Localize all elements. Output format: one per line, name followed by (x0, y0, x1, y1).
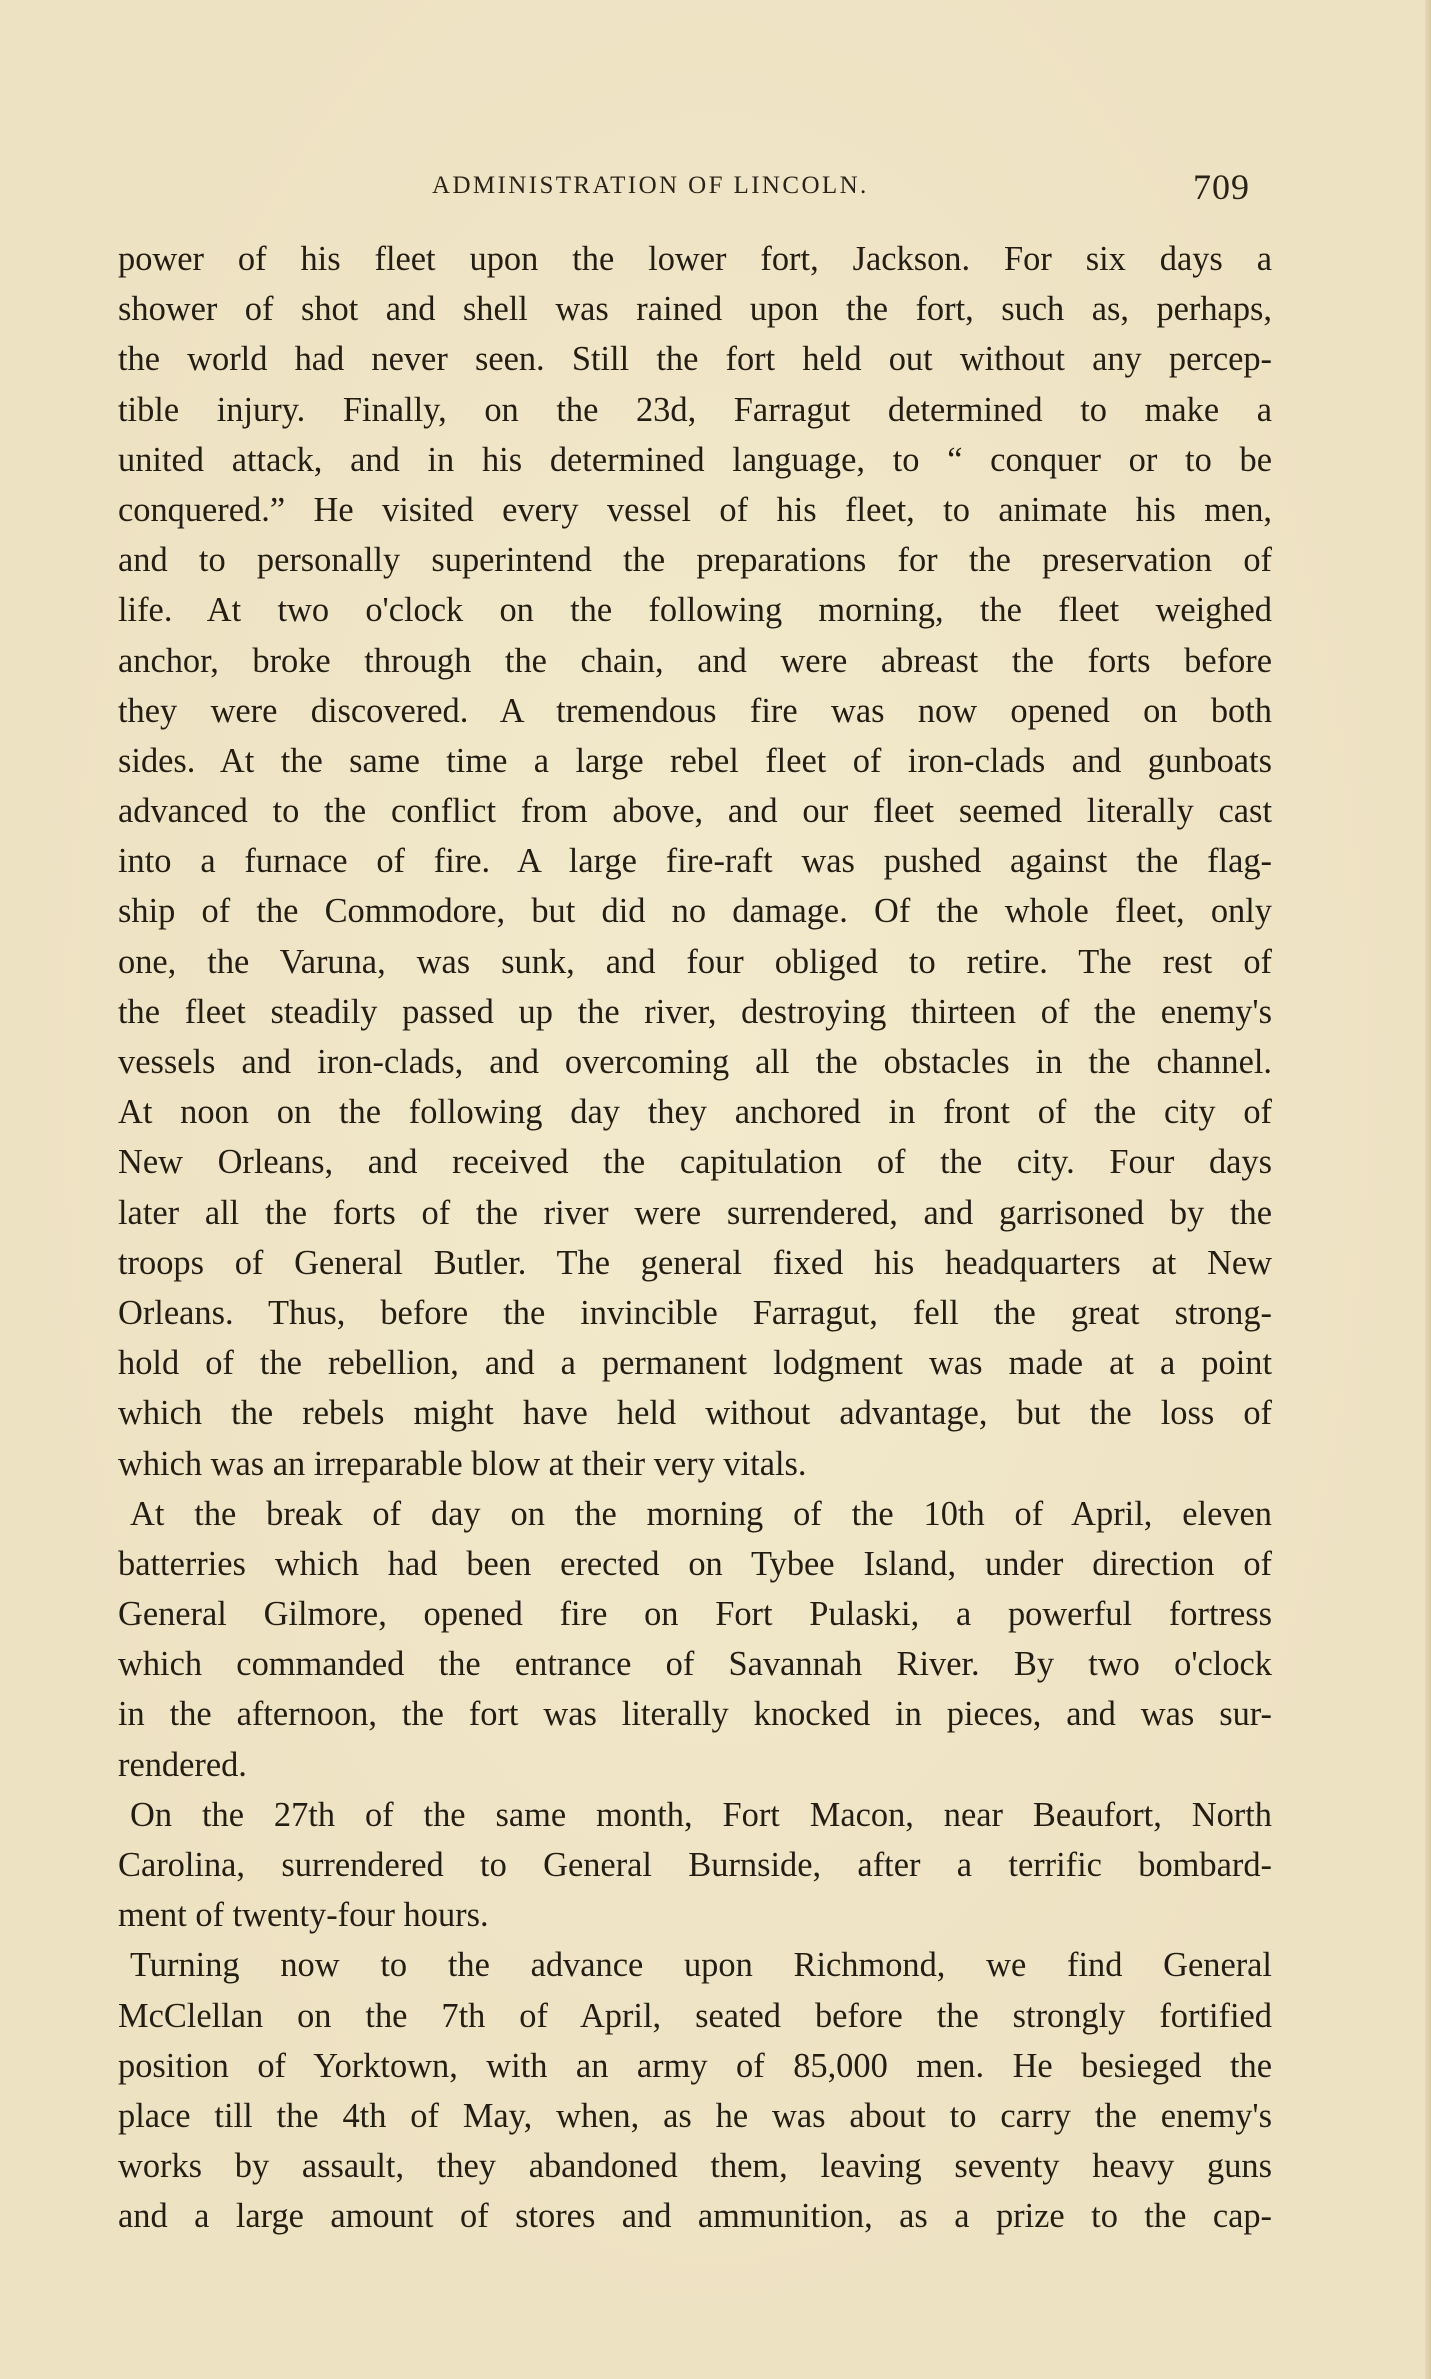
text-line: one, the Varuna, was sunk, and four obliged to retire. The rest of (118, 942, 1272, 981)
text-line: batterries which had been erected on Tybee Island, under direction of (118, 1544, 1272, 1583)
text-line: Turning now to the advance upon Richmond, we find General (130, 1946, 1272, 1985)
text-line: later all the forts of the river were surrendered, and garrisoned by the (118, 1193, 1272, 1232)
paragraph (118, 1940, 1272, 2241)
text-line: they were discovered. A tremendous fire was now opened on both (118, 691, 1272, 730)
paragraph (118, 1790, 1272, 1941)
text-line: into a furnace of fire. A large fire-raft was pushed against the flag- (118, 842, 1272, 881)
text-line: Orleans. Thus, before the invincible Farragut, fell the great strong- (118, 1293, 1272, 1332)
text-line: conquered.” He visited every vessel of his fleet, to animate his men, (118, 490, 1272, 529)
text-line: shower of shot and shell was rained upon the fort, such as, perhaps, (118, 290, 1272, 329)
running-head: ADMINISTRATION OF LINCOLN. (432, 172, 869, 199)
text-line: At the break of day on the morning of the 10th of April, eleven (130, 1494, 1272, 1533)
text-line: vessels and iron-clads, and overcoming all the obstacles in the channel. (118, 1043, 1272, 1081)
paragraph (118, 1489, 1272, 1790)
text-line: hold of the rebellion, and a permanent lodgment was made at a point (118, 1344, 1272, 1383)
text-line: which was an irreparable blow at their very vitals. (118, 1444, 807, 1483)
text-line: which commanded the entrance of Savannah River. By two o'clock (118, 1645, 1272, 1684)
text-line: power of his fleet upon the lower fort, Jackson. For six days a (118, 240, 1272, 278)
text-line: the world had never seen. Still the fort held out without any percep- (118, 340, 1272, 379)
text-line: united attack, and in his determined language, to “ conquer or to be (118, 440, 1272, 479)
text-line: place till the 4th of May, when, as he was about to carry the enemy's (118, 2096, 1272, 2135)
page-edge (1425, 0, 1431, 2379)
text-line: in the afternoon, the fort was literally knocked in pieces, and was sur- (118, 1695, 1272, 1734)
text-line: and a large amount of stores and ammunition, as a prize to the cap- (118, 2197, 1272, 2236)
text-line: works by assault, they abandoned them, leaving seventy heavy guns (118, 2147, 1272, 2186)
text-line: rendered. (118, 1745, 247, 1784)
text-line: sides. At the same time a large rebel fleet of iron-clads and gunboats (118, 741, 1272, 780)
text-line: ment of twenty-four hours. (118, 1896, 489, 1935)
text-line: the fleet steadily passed up the river, destroying thirteen of the enemy's (118, 992, 1272, 1031)
text-line: McClellan on the 7th of April, seated before the strongly fortified (118, 1996, 1272, 2035)
text-line: tible injury. Finally, on the 23d, Farragut determined to make a (118, 390, 1272, 429)
text-line: ship of the Commodore, but did no damage. Of the whole fleet, only (118, 892, 1272, 931)
paragraph (118, 234, 1272, 1489)
text-line: General Gilmore, opened fire on Fort Pulaski, a powerful fortress (118, 1595, 1272, 1634)
text-line: life. At two o'clock on the following morning, the fleet weighed (118, 591, 1272, 630)
body-text (118, 234, 1272, 2242)
text-line: which the rebels might have held without advantage, but the loss of (118, 1394, 1272, 1433)
text-line: At noon on the following day they anchored in front of the city of (118, 1093, 1272, 1132)
page-number: 709 (1193, 167, 1250, 207)
text-line: advanced to the conflict from above, and our fleet seemed literally cast (118, 792, 1272, 831)
text-line: Carolina, surrendered to General Burnside, after a terrific bombard- (118, 1846, 1272, 1884)
text-line: anchor, broke through the chain, and were abreast the forts before (118, 641, 1272, 680)
text-line: On the 27th of the same month, Fort Macon, near Beaufort, North (130, 1795, 1272, 1834)
text-line: position of Yorktown, with an army of 85,000 men. He besieged the (118, 2046, 1272, 2085)
text-line: troops of General Butler. The general fixed his headquarters at New (118, 1243, 1272, 1282)
text-line: and to personally superintend the preparations for the preservation of (118, 541, 1272, 580)
page-header (0, 166, 1431, 214)
text-line: New Orleans, and received the capitulation of the city. Four days (118, 1143, 1272, 1182)
